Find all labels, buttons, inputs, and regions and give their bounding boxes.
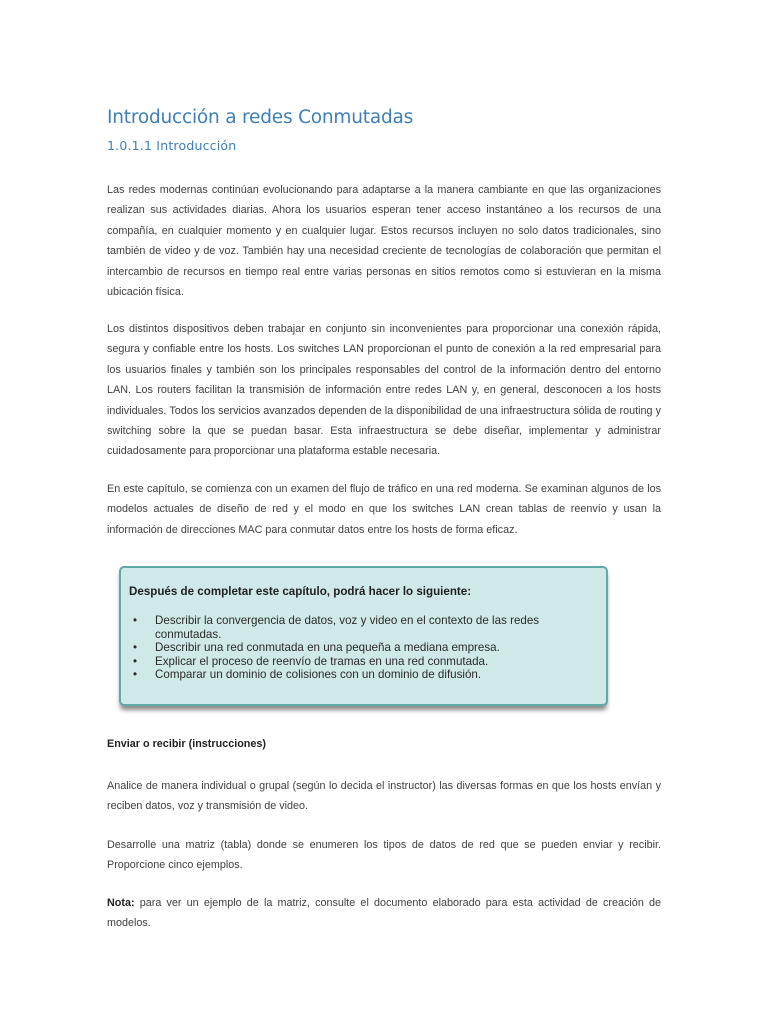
- objectives-box: [119, 566, 608, 706]
- objectives-list: [131, 614, 591, 682]
- activity-paragraph-2: Desarrolle una matriz (tabla) donde se enumeren los tipos de datos de red que se pueden enviar y recibir. Proporcione cinco ejemplos.: [107, 839, 661, 872]
- intro-paragraph-1: Las redes modernas continúan evolucionando para adaptarse a la manera cambiante en que las organizaciones realizan sus actividades diarias. Ahora los usuarios esperan tener acceso instantáneo a los recursos de una compañía, en cualquier momento y en cualquier lugar. Estos recursos incluyen no solo datos tradicionales, sino también de video y de voz. También hay una necesidad creciente de tecnologías de colaboración que permitan el intercambio de recursos en tiempo real entre varias personas en sitios remotos como si estuvieran en la misma ubicación física.: [107, 184, 661, 299]
- objectives-heading: Después de completar este capítulo, podrá hacer lo siguiente:: [129, 585, 472, 598]
- note-label: Nota:: [107, 897, 135, 909]
- objective-item: • Explicar el proceso de reenvío de tramas en una red conmutada.: [131, 655, 591, 669]
- objective-item: • Describir la convergencia de datos, voz y video en el contexto de las redes conmutadas.: [131, 614, 591, 641]
- note-text: para ver un ejemplo de la matriz, consulte el documento elaborado para esta actividad de creación de modelos.: [107, 897, 661, 930]
- page-title: Introducción a redes Conmutadas: [107, 107, 414, 128]
- activity-title: Enviar o recibir (instrucciones): [107, 738, 267, 750]
- section-subtitle: 1.0.1.1 Introducción: [107, 138, 237, 153]
- intro-paragraph-2: Los distintos dispositivos deben trabajar en conjunto sin inconvenientes para proporcionar una conexión rápida, segura y confiable entre los hosts. Los switches LAN proporcionan el punto de conexión a la red empresarial para los usuarios finales y también son los principales responsables del control de la información dentro del entorno LAN. Los routers facilitan la transmisión de información entre redes LAN y, en general, desconocen a los hosts individuales. Todos los servicios avanzados dependen de la disponibilidad de una infraestructura sólida de routing y switching sobre la que se puedan basar. Esta infraestructura se debe diseñar, implementar y administrar cuidadosamente para proporcionar una plataforma estable necesaria.: [107, 323, 661, 458]
- note-paragraph: [107, 893, 661, 934]
- intro-paragraph-3: En este capítulo, se comienza con un examen del flujo de tráfico en una red moderna. Se examinan algunos de los modelos actuales de diseño de red y el modo en que los switches LAN crean tablas de reenvío y usan la información de direcciones MAC para conmutar datos entre los hosts de forma eficaz.: [107, 483, 661, 536]
- activity-paragraph-1: Analice de manera individual o grupal (según lo decida el instructor) las diversas formas en que los hosts envían y reciben datos, voz y transmisión de video.: [107, 780, 661, 813]
- objective-item: • Comparar un dominio de colisiones con un dominio de difusión.: [131, 668, 591, 682]
- objective-item: • Describir una red conmutada en una pequeña a mediana empresa.: [131, 641, 591, 655]
